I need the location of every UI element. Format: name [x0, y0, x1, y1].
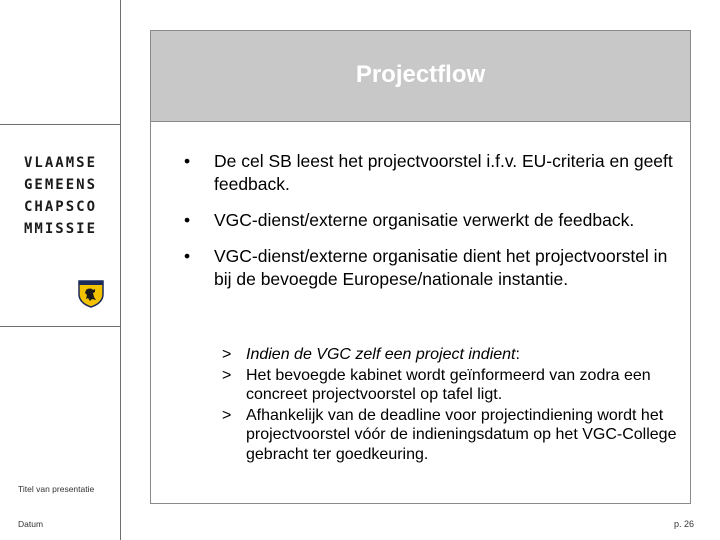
bullet-item [184, 150, 674, 196]
bullet-list [184, 150, 674, 304]
logo-line: CHAPSCO [24, 199, 98, 215]
sub-bullet-marker: > [222, 366, 232, 384]
logo-line: VLAAMSE [24, 155, 98, 171]
date-label: Datum [18, 519, 44, 529]
sidebar-bottom-rule [0, 326, 120, 327]
bullet-text: VGC-dienst/externe organisatie dient het projectvoorstel in bij de bevoegde Europese/nationale instantie. [214, 246, 668, 289]
logo-line: GEMEENS [24, 177, 98, 193]
sidebar-top-rule [0, 124, 120, 125]
sub-bullet-text: : [515, 346, 520, 363]
sub-bullet-item [222, 345, 682, 365]
logo-line: MMISSIE [24, 221, 98, 237]
sub-bullet-item [222, 406, 682, 465]
sub-bullet-text: Afhankelijk van de deadline voor projectindiening wordt het projectvoorstel vóór de indieningsdatum op het VGC-College gebracht ter goedkeuring. [246, 406, 677, 463]
page-number: p. 26 [673, 519, 694, 529]
sub-bullet-list [222, 345, 682, 465]
sub-bullet-text: Het bevoegde kabinet wordt geïnformeerd van zodra een concreet projectvoorstel op tafel ligt. [246, 366, 651, 403]
bullet-item [184, 245, 674, 291]
bullet-marker: • [184, 151, 191, 171]
bullet-marker: • [184, 246, 191, 266]
vgc-logo-text [24, 152, 114, 240]
bullet-item [184, 209, 674, 232]
sub-bullet-marker: > [222, 406, 232, 424]
sub-bullet-italic-text: Indien de VGC zelf een project indient [246, 346, 516, 363]
lion-shield-icon [78, 280, 104, 308]
sub-bullet-marker: > [222, 346, 232, 363]
presentation-title-label: Titel van presentatie [18, 484, 95, 494]
sidebar-divider [120, 0, 121, 540]
title-bar [151, 31, 690, 122]
bullet-marker: • [184, 210, 191, 230]
sub-bullet-item [222, 366, 682, 405]
bullet-text: De cel SB leest het projectvoorstel i.f.v. EU-criteria en geeft feedback. [214, 151, 673, 194]
slide-title: Projectflow [355, 61, 486, 88]
bullet-text: VGC-dienst/externe organisatie verwerkt de feedback. [214, 210, 635, 230]
